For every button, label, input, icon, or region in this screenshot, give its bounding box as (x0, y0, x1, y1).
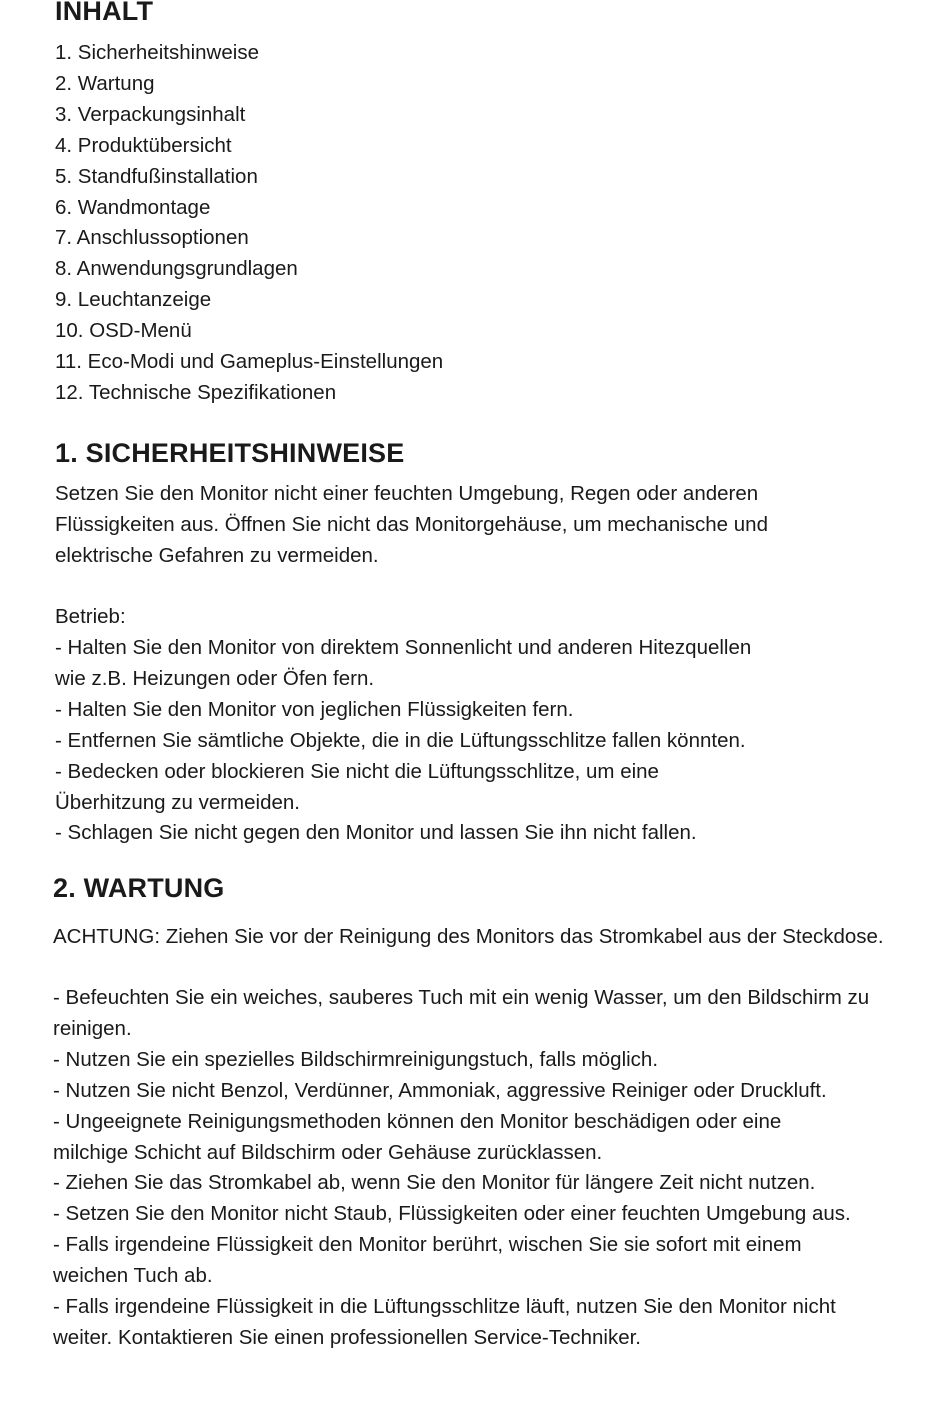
safety-intro-line: elektrische Gefahren zu vermeiden. (55, 543, 379, 567)
safety-intro-line: Flüssigkeiten aus. Öffnen Sie nicht das Monitorgehäuse, um mechanische und (55, 512, 768, 536)
maintenance-heading: 2. WARTUNG (53, 873, 225, 903)
list-item: - Bedecken oder blockieren Sie nicht die Lüftungsschlitze, um eine Überhitzung zu vermeiden. (55, 759, 659, 814)
list-item: - Nutzen Sie ein spezielles Bildschirmreinigungstuch, falls möglich. (53, 1047, 659, 1071)
toc-item: 12. Technische Spezifikationen (55, 380, 337, 404)
toc-item: 1. Sicherheitshinweise (55, 41, 259, 64)
safety-heading: 1. SICHERHEITSHINWEISE (55, 438, 405, 468)
safety-intro (55, 479, 768, 572)
list-item: - Befeuchten Sie ein weiches, sauberes Tuch mit ein wenig Wasser, um den Bildschirm zu reinigen. (53, 986, 870, 1040)
toc-item: 5. Standfußinstallation (55, 164, 258, 188)
toc-item: 9. Leuchtanzeige (55, 288, 212, 312)
toc-item: 11. Eco-Modi und Gameplus-Einstellungen (55, 350, 444, 374)
toc-item: 8. Anwendungsgrundlagen (55, 257, 298, 281)
toc-item: 7. Anschlussoptionen (55, 226, 249, 250)
list-item: - Falls irgendeine Flüssigkeit in die Lüftungsschlitze läuft, nutzen Sie den Monitor nicht weiter. Kontaktieren Sie einen professionellen Service-Techniker. (53, 1295, 836, 1349)
list-item: - Halten Sie den Monitor von jeglichen Flüssigkeiten fern. (55, 697, 574, 721)
toc-heading: INHALT (55, 0, 154, 26)
list-item: - Schlagen Sie nicht gegen den Monitor und lassen Sie ihn nicht fallen. (55, 821, 697, 845)
list-item: - Ungeeignete Reinigungsmethoden können den Monitor beschädigen oder eine milchige Schicht auf Bildschirm oder Gehäuse zurücklassen. (53, 1109, 782, 1164)
toc-item: 4. Produktübersicht (55, 133, 232, 157)
safety-intro-line: Setzen Sie den Monitor nicht einer feuchten Umgebung, Regen oder anderen (55, 482, 759, 505)
maintenance-warning: ACHTUNG: Ziehen Sie vor der Reinigung des Monitors das Stromkabel aus der Steckdose. (53, 925, 884, 948)
safety-bullets (55, 633, 751, 849)
list-item: - Nutzen Sie nicht Benzol, Verdünner, Ammoniak, aggressive Reiniger oder Druckluft. (53, 1078, 827, 1102)
toc-item: 6. Wandmontage (55, 195, 211, 219)
list-item: - Setzen Sie den Monitor nicht Staub, Flüssigkeiten oder einer feuchten Umgebung aus. (53, 1202, 851, 1226)
list-item: - Halten Sie den Monitor von direktem Sonnenlicht und anderen Hitezquellen wie z.B. Heizungen oder Öfen fern. (55, 636, 752, 690)
maintenance-bullets (53, 983, 869, 1354)
list-item: - Entfernen Sie sämtliche Objekte, die in die Lüftungsschlitze fallen könnten. (55, 728, 746, 752)
toc-item: 3. Verpackungsinhalt (55, 102, 246, 126)
toc-item: 2. Wartung (55, 71, 155, 95)
operation-label: Betrieb: (55, 605, 126, 628)
toc-item: 10. OSD-Menü (55, 319, 192, 343)
list-item: - Ziehen Sie das Stromkabel ab, wenn Sie den Monitor für längere Zeit nicht nutzen. (53, 1171, 816, 1195)
table-of-contents (55, 38, 443, 409)
list-item: - Falls irgendeine Flüssigkeit den Monitor berührt, wischen Sie sie sofort mit einem weichen Tuch ab. (53, 1233, 802, 1288)
